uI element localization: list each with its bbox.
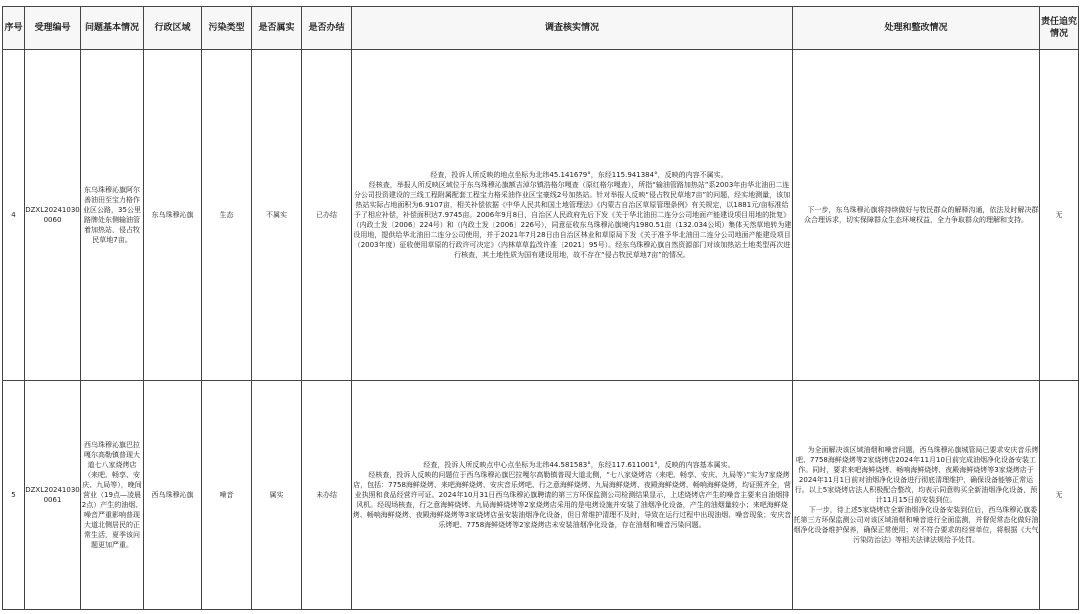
table-row [3,381,1079,610]
header-case-id: 受理编号 [25,7,81,50]
header-problem: 问题基本情况 [81,7,144,50]
cell-no: 4 [3,50,25,381]
cell-no: 5 [3,381,25,610]
cell-case-id: DZXL202410300061 [25,381,81,610]
investigation-paragraph: 经核查，投诉人反映的问题位于西乌珠穆沁旗巴拉嘎尔高勒镇普现大道北侧，“七八家烧烤店（来吧、畅享、安庆、九局等）”实为7家烧烤店，包括：7758海鲜烧烤、来吧海鲜烧烤、安庆音乐烤吧、行之意海鲜烧烤、九局海鲜烧烤、夜殿海鲜烧烤、畅响海鲜烧烤，均证照齐全，营业执照和食品经营许可证。2024年10月31日西乌珠穆沁旗聘请的第三方环保监测公司检测结果显示，上述烧烤店产生的噪音主要来自油烟排风机。经现场核查，行之意海鲜烧烤、九局海鲜烧烤等2家烧烤店采用的是电烤设施并安装了油烟净化设备，产生的油烟量较小；来吧海鲜烧烤、畅响海鲜烧烤、夜殿海鲜烧烤等3家烧烤店虽安装油烟净化设备，但日常维护清理不及时，导致在运行过程中出现油烟、噪音现象；安庆音乐烤吧、7758海鲜烧烤等2家烧烤店未安装油烟净化设备，存在油烟和噪音污染问题。 [352,471,792,529]
header-pollution-type: 污染类型 [202,7,252,50]
cell-accountability: 无 [1040,381,1079,610]
cell-investigation [352,381,793,610]
cell-handling [793,50,1040,381]
header-accountability: 责任追究情况 [1040,7,1079,50]
cell-region: 西乌珠穆沁旗 [144,381,202,610]
header-handling: 处理和整改情况 [793,7,1040,50]
cell-pollution-type: 噪音 [202,381,252,610]
header-no: 序号 [3,7,25,50]
table-row [3,50,1079,381]
cell-handling [793,381,1040,610]
header-region: 行政区域 [144,7,202,50]
cell-is-true: 属实 [252,381,302,610]
complaint-table [2,6,1079,610]
investigation-paragraph: 经核查，举报人所反映区域位于东乌珠穆沁旗额吉淖尔镇浩格尔嘎查（原红格尔嘎查），所指“输油管路加热站”系2003年由华北油田二连分公司投资建设的三线工程附属配套工程宝力格采油作业区宝豪线2号加热站。针对举报人反映“侵占牧民草地7亩”的问题，经实地测量，该加热站实际占地面积为6.9107亩，相关补偿依据《中华人民共和国土地管理法》《内蒙古自治区草原管理条例》有关规定，以1881元/亩标准给予了相应补偿，补偿面积达7.9745亩。2006年9月8日，自治区人民政府先后下发《关于华北油田二连分公司地面产能建设项目用地的批复》（内政土发〔2006〕224号）和（内政土发〔2006〕226号），同意征收东乌珠穆沁旗境内1980.51亩（132.034公顷）集体天然草地转为建设用地，提供给华北油田二连分公司使用，并于2021年7月28日由自治区林业和草原局下发《关于准予华北油田二连分公司地面产能建设项目（2003年度）征收使用草原的行政许可决定》（内林草草监改许准〔2021〕95号）。经东乌珠穆沁旗自然资源部门对该加热站土地类型再次进行核查，其土地性质为国有建设用地，故不存在“侵占牧民草地7亩”的情况。 [352,181,792,259]
header-investigation: 调查核实情况 [352,7,793,50]
handling-paragraph: 为全面解决该区域油烟和噪音问题，西乌珠穆沁旗城管局已要求安庆音乐烤吧、7758海鲜烧烤等2家烧烤店2024年11月10日前完成油烟净化设备安装工作。同时，要求来吧海鲜烧烤、畅响海鲜烧烤、夜殿海鲜烧烤等3家烧烤店于2024年11月1日前对油烟净化设备进行彻底清理维护，确保设备能够正常运行。以上5家烧烤店法人积极配合整改，均表示同意购买全新油烟净化设备，预计11月15日前安装到位。 [794,446,1039,504]
cell-pollution-type: 生态 [202,50,252,381]
cell-accountability: 无 [1040,50,1079,381]
cell-problem: 西乌珠穆沁旗巴拉嘎尔高勒镇普现大道七八家烧烤店（来吧、畅享、安庆、九局等），晚间营业（19点—凌晨2点）产生的油烟、噪音严重影响普现大道北侧居民的正常生活，夏季该问题更加严重。 [81,381,144,610]
handling-paragraph: 下一步，待上述5家烧烤店全新油烟净化设备安装到位后，西乌珠穆沁旗委托第三方环保监测公司对该区域油烟和噪音进行全面监测，并督促常态化做好油烟净化设备维护保养，确保正常使用；对不符合要求的经营单位，将根据《大气污染防治法》等相关法律法规给予处罚。 [793,506,1039,544]
investigation-paragraph: 经查，投诉人所反映点中心点坐标为北纬44.581583°，东经117.611001°，反映的内容基本属实。 [423,461,735,469]
header-is-true: 是否属实 [252,7,302,50]
header-row [3,7,1079,50]
cell-investigation [352,50,793,381]
cell-is-true: 不属实 [252,50,302,381]
header-is-closed: 是否办结 [302,7,352,50]
investigation-paragraph: 经查，投诉人所反映的地点坐标为北纬45.141679°，东经115.941384°，反映的内容不属实。 [430,171,728,179]
cell-problem: 东乌珠穆沁旗阿尔善油田至宝力格作业区公路，35公里路牌处东侧输油管着加热站，侵占牧民草地7亩。 [81,50,144,381]
cell-case-id: DZXL202410300060 [25,50,81,381]
handling-paragraph: 下一步，东乌珠穆沁旗将持续做好与牧民群众的解释沟通，依法及时解决群众合理诉求，切实保障群众生态环境权益，全力争取群众的理解和支持。 [804,206,1039,224]
cell-is-closed: 未办结 [302,381,352,610]
cell-is-closed: 已办结 [302,50,352,381]
cell-region: 东乌珠穆沁旗 [144,50,202,381]
